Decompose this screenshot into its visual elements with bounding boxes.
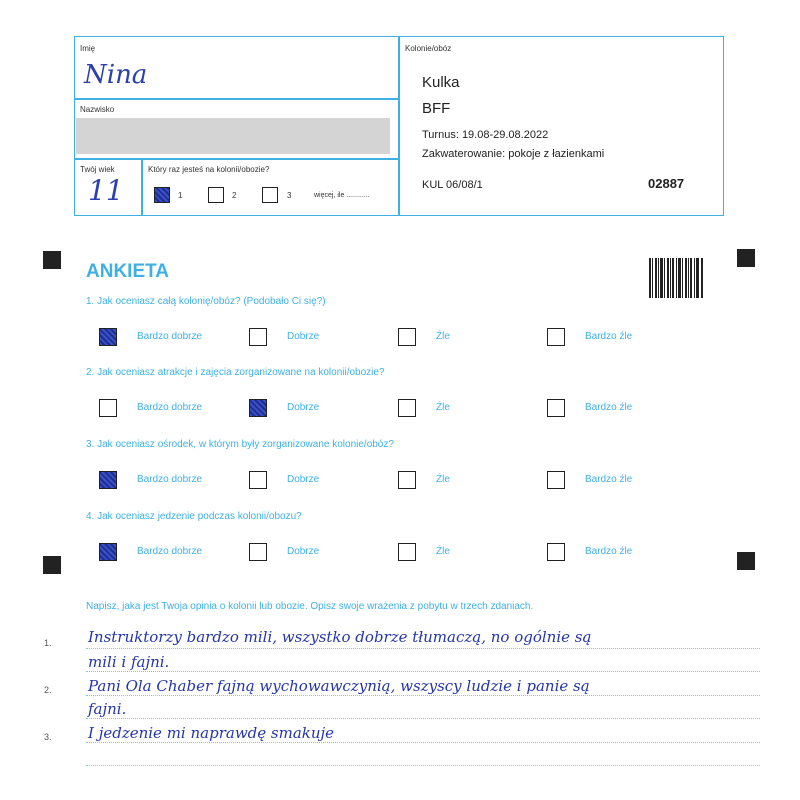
q3-option-label-4: Bardzo źle [585, 474, 633, 485]
registration-marker-tl [43, 251, 61, 269]
q2-option-label-4: Bardzo źle [585, 402, 633, 413]
q4-checkbox-3[interactable] [398, 543, 416, 561]
camp-code: KUL 06/08/1 [422, 179, 483, 191]
q4-checkbox-2[interactable] [249, 543, 267, 561]
answer-dotline [86, 648, 760, 649]
form-number: 02887 [648, 176, 685, 191]
camp-name: Kulka [422, 74, 460, 91]
survey-title: ANKIETA [86, 261, 170, 282]
accommodation: Zakwaterowanie: pokoje z łazienkami [422, 148, 605, 160]
q1-checkbox-2[interactable] [249, 328, 267, 346]
q3-option-label-3: Źle [436, 474, 450, 485]
question-text-2: 2. Jak oceniasz atrakcje i zajęcia zorganizowane na kolonii/obozie? [86, 367, 385, 378]
q3-checkbox-3[interactable] [398, 471, 416, 489]
q4-option-label-2: Dobrze [287, 546, 320, 557]
line-number-2: 2. [44, 685, 52, 695]
times-option-1: 1 [178, 191, 183, 200]
header-divider [398, 36, 400, 216]
q1-checkbox-3[interactable] [398, 328, 416, 346]
name-label: Imię [80, 44, 96, 53]
age-value[interactable]: 11 [88, 174, 124, 207]
q2-checkbox-2[interactable] [249, 399, 267, 417]
q2-option-label-3: Źle [436, 402, 450, 413]
answer-dotline [86, 742, 760, 743]
q4-option-label-3: Źle [436, 546, 450, 557]
q3-checkbox-1[interactable] [99, 471, 117, 489]
q1-checkbox-1[interactable] [99, 328, 117, 346]
times-option-3: 3 [287, 191, 292, 200]
q1-checkbox-4[interactable] [547, 328, 565, 346]
turnus: Turnus: 19.08-29.08.2022 [422, 129, 549, 141]
answer-line-3[interactable]: I jedzenie mi naprawdę smakuje [88, 724, 335, 742]
camp-sub: BFF [422, 100, 451, 117]
q1-option-label-4: Bardzo źle [585, 331, 633, 342]
answer-dotline [86, 718, 760, 719]
barcode [649, 258, 703, 298]
q3-option-label-1: Bardzo dobrze [137, 474, 203, 485]
q2-option-label-1: Bardzo dobrze [137, 402, 203, 413]
header-hline-1 [74, 98, 399, 100]
q1-option-label-2: Dobrze [287, 331, 320, 342]
surname-redacted [76, 118, 390, 154]
times-checkbox-1[interactable] [154, 187, 170, 203]
header-vline-age [141, 158, 143, 216]
q3-checkbox-2[interactable] [249, 471, 267, 489]
line-number-3: 3. [44, 732, 52, 742]
times-checkbox-2[interactable] [208, 187, 224, 203]
q1-option-label-3: Źle [436, 331, 450, 342]
header-hline-2 [74, 158, 399, 160]
q4-checkbox-1[interactable] [99, 543, 117, 561]
question-text-1: 1. Jak oceniasz całą kolonię/obóz? (Podobało Ci się?) [86, 296, 326, 307]
question-text-4: 4. Jak oceniasz jedzenie podczas kolonii/obozu? [86, 511, 302, 522]
times-option-2: 2 [232, 191, 237, 200]
answer-line-1[interactable]: Instruktorzy bardzo mili, wszystko dobrze tłumaczą, no ogólnie są [88, 628, 592, 646]
opinion-prompt: Napisz, jaka jest Twoja opinia o kolonii lub obozie. Opisz swoje wrażenia z pobytu w trzech zdaniach. [86, 601, 534, 612]
answer-dotline [86, 671, 760, 672]
answer-line-2-cont[interactable]: fajni. [88, 700, 127, 718]
answer-line-1-cont[interactable]: mili i fajni. [88, 653, 170, 671]
question-text-3: 3. Jak oceniasz ośrodek, w którym były zorganizowane kolonie/obóz? [86, 439, 394, 450]
q2-checkbox-1[interactable] [99, 399, 117, 417]
age-label: Twój wiek [80, 165, 115, 174]
q2-option-label-2: Dobrze [287, 402, 320, 413]
times-more-label: więcej, ile ............ [314, 192, 370, 199]
answer-dotline [86, 765, 760, 766]
q4-option-label-4: Bardzo źle [585, 546, 633, 557]
q4-option-label-1: Bardzo dobrze [137, 546, 203, 557]
registration-marker-bl [43, 556, 61, 574]
q2-checkbox-4[interactable] [547, 399, 565, 417]
q3-option-label-2: Dobrze [287, 474, 320, 485]
registration-marker-tr [737, 249, 755, 267]
times-checkbox-3[interactable] [262, 187, 278, 203]
q1-option-label-1: Bardzo dobrze [137, 331, 203, 342]
answer-dotline [86, 695, 760, 696]
name-value[interactable]: Nina [84, 60, 148, 90]
registration-marker-br [737, 552, 755, 570]
surname-label: Nazwisko [80, 105, 115, 114]
camp-label: Kolonie/obóz [405, 44, 452, 53]
q2-checkbox-3[interactable] [398, 399, 416, 417]
answer-line-2[interactable]: Pani Ola Chaber fajną wychowawczynią, wszyscy ludzie i panie są [88, 677, 590, 695]
line-number-1: 1. [44, 638, 52, 648]
q4-checkbox-4[interactable] [547, 543, 565, 561]
times-label: Który raz jesteś na kolonii/obozie? [148, 165, 270, 174]
q3-checkbox-4[interactable] [547, 471, 565, 489]
